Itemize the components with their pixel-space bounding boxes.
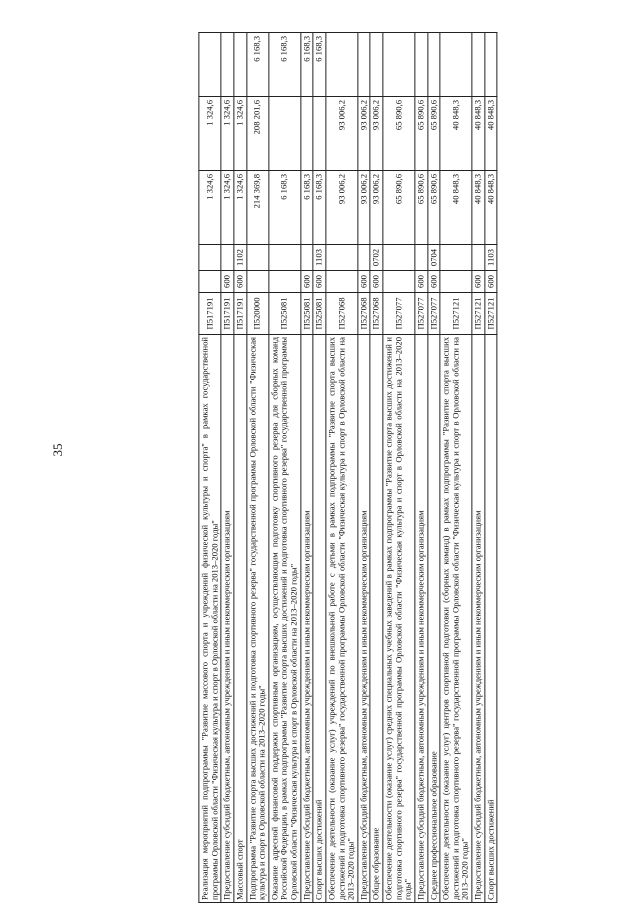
expense-type-cell [199,271,221,293]
amount-regional-cell [269,97,301,171]
amount-regional-cell: 40 848,3 [472,97,485,171]
section-cell: 1103 [485,245,498,271]
section-cell [326,245,358,271]
section-cell [383,245,415,271]
row-name-cell: Массовый спорт [234,335,247,903]
section-cell: 1103 [313,245,326,271]
expense-type-cell: 600 [234,271,247,293]
row-name-cell: Предоставление субсидий бюджетным, автономным учреждениям и иным некоммерческим организациям [221,335,234,903]
budget-table-wrapper [198,33,497,903]
amount-total-cell: 93 006,2 [326,171,358,245]
row-name-cell: Предоставление субсидий бюджетным, автономным учреждениям и иным некоммерческим организациям [301,335,314,903]
amount-total-cell: 93 006,2 [370,171,383,245]
amount-total-cell: 40 848,3 [472,171,485,245]
target-article-cell: П527121 [472,293,485,335]
expense-type-cell [326,271,358,293]
amount-regional-cell: 208 201,6 [246,97,268,171]
amount-federal-cell [472,33,485,97]
target-article-cell: П525081 [269,293,301,335]
table-row [370,33,383,903]
amount-federal-cell: 6 168,3 [269,33,301,97]
expense-type-cell: 600 [301,271,314,293]
amount-total-cell: 40 848,3 [440,171,472,245]
target-article-cell: П527121 [440,293,472,335]
amount-total-cell: 1 324,6 [199,171,221,245]
table-body [199,33,497,903]
target-article-cell: П525081 [313,293,326,335]
row-name-cell: Спорт высших достижений [313,335,326,903]
amount-federal-cell: 6 168,3 [246,33,268,97]
amount-federal-cell [199,33,221,97]
target-article-cell: П527068 [370,293,383,335]
row-name-cell: Общее образование [370,335,383,903]
target-article-cell: П517191 [221,293,234,335]
target-article-cell: П527077 [427,293,440,335]
row-name-cell: Оказание адресной финансовой поддержки спортивным организациям, осуществляющим подготовку спортивного резерва для сборных команд Российской Федерации, в рамках подпрограммы "Развитие спорта высших достижений и подготовка спортивного резерва" государственной программы Орловской области "Физическая культура и спорт в Орловской области на 2013–2020 годы" [269,335,301,903]
table-row [326,33,358,903]
amount-regional-cell: 93 006,2 [358,97,371,171]
page-number: 35 [50,443,65,457]
section-cell: 0704 [427,245,440,271]
expense-type-cell: 600 [415,271,428,293]
table-row [358,33,371,903]
section-cell [472,245,485,271]
amount-federal-cell [358,33,371,97]
amount-federal-cell [383,33,415,97]
section-cell [269,245,301,271]
row-name-cell: Обеспечение деятельности (оказание услуг) центров спортивной подготовки (сборных команд) в рамках подпрограммы "Развитие спорта высших достижений и подготовка спортивного резерва" государственной программы Орловской области "Физическая культура и спорт в Орловской области на 2013–2020 годы" [440,335,472,903]
amount-regional-cell: 40 848,3 [440,97,472,171]
amount-regional-cell: 1 324,6 [199,97,221,171]
target-article-cell: П517191 [199,293,221,335]
row-name-cell: Спорт высших достижений [485,335,498,903]
amount-regional-cell [313,97,326,171]
target-article-cell: П527077 [383,293,415,335]
row-name-cell: Обеспечение деятельности (оказание услуг) средних специальных учебных заведений в рамках подпрограммы "Развитие спорта высших достижений и подготовка спортивного резерва" государственной программы Орловской области "Физическая культура и спорт в Орловской области на 2013–2020 годы" [383,335,415,903]
amount-federal-cell [427,33,440,97]
amount-federal-cell [440,33,472,97]
section-cell [221,245,234,271]
budget-table [198,32,497,903]
expense-type-cell: 600 [485,271,498,293]
table-row [199,33,221,903]
table-row [415,33,428,903]
amount-total-cell: 1 324,6 [234,171,247,245]
target-article-cell: П527121 [485,293,498,335]
target-article-cell: П527077 [415,293,428,335]
table-row [234,33,247,903]
amount-regional-cell: 93 006,2 [326,97,358,171]
table-row [313,33,326,903]
amount-total-cell: 65 890,6 [415,171,428,245]
amount-total-cell: 214 369,8 [246,171,268,245]
section-cell [358,245,371,271]
row-name-cell: Подпрограмма "Развитие спорта высших достижений и подготовка спортивного резерва" государственной программы Орловской области "Физическая культура и спорт в Орловской области на 2013–2020 годы" [246,335,268,903]
section-cell [301,245,314,271]
amount-regional-cell [301,97,314,171]
amount-federal-cell [234,33,247,97]
row-name-cell: Реализация мероприятий подпрограммы "Развитие массового спорта и учреждений физической культуры и спорта" в рамках государственной программы Орловской области "Физическая культура и спорт в Орловской области на 2013–2020 годы" [199,335,221,903]
target-article-cell: П527068 [326,293,358,335]
amount-regional-cell: 1 324,6 [221,97,234,171]
row-name-cell: Среднее профессиональное образование [427,335,440,903]
amount-regional-cell: 65 890,6 [427,97,440,171]
table-row [427,33,440,903]
row-name-cell: Предоставление субсидий бюджетным, автономным учреждениям и иным некоммерческим организациям [358,335,371,903]
section-cell [415,245,428,271]
amount-total-cell: 65 890,6 [427,171,440,245]
expense-type-cell: 600 [313,271,326,293]
section-cell [199,245,221,271]
amount-federal-cell [485,33,498,97]
expense-type-cell: 600 [472,271,485,293]
amount-total-cell: 6 168,3 [313,171,326,245]
row-name-cell: Предоставление субсидий бюджетным, автономным учреждениям и иным некоммерческим организациям [415,335,428,903]
amount-regional-cell: 65 890,6 [383,97,415,171]
amount-regional-cell: 1 324,6 [234,97,247,171]
expense-type-cell: 600 [221,271,234,293]
table-row [221,33,234,903]
expense-type-cell [440,271,472,293]
amount-federal-cell: 6 168,3 [313,33,326,97]
amount-federal-cell [370,33,383,97]
expense-type-cell: 600 [427,271,440,293]
target-article-cell: П517191 [234,293,247,335]
table-row [301,33,314,903]
expense-type-cell [269,271,301,293]
amount-regional-cell: 65 890,6 [415,97,428,171]
row-name-cell: Обеспечение деятельности (оказание услуг) учреждений по внешкольной работе с детьми в рамках подпрограммы "Развитие спорта высших достижений и подготовка спортивного резерва" государственной программы Орловской области "Физическая культура и спорт в Орловской области на 2013–2020 годы" [326,335,358,903]
target-article-cell: П520000 [246,293,268,335]
table-row [269,33,301,903]
target-article-cell: П527068 [358,293,371,335]
section-cell: 0702 [370,245,383,271]
section-cell [246,245,268,271]
amount-regional-cell: 93 006,2 [370,97,383,171]
amount-total-cell: 65 890,6 [383,171,415,245]
section-cell [440,245,472,271]
amount-federal-cell [221,33,234,97]
expense-type-cell [383,271,415,293]
amount-total-cell: 1 324,6 [221,171,234,245]
row-name-cell: Предоставление субсидий бюджетным, автономным учреждениям и иным некоммерческим организациям [472,335,485,903]
amount-federal-cell [326,33,358,97]
amount-total-cell: 40 848,3 [485,171,498,245]
table-row [485,33,498,903]
amount-total-cell: 6 168,3 [301,171,314,245]
table-row [440,33,472,903]
table-row [383,33,415,903]
target-article-cell: П525081 [301,293,314,335]
section-cell: 1102 [234,245,247,271]
amount-federal-cell [415,33,428,97]
expense-type-cell: 600 [370,271,383,293]
expense-type-cell [246,271,268,293]
table-row [246,33,268,903]
amount-federal-cell: 6 168,3 [301,33,314,97]
amount-total-cell: 6 168,3 [269,171,301,245]
amount-total-cell: 93 006,2 [358,171,371,245]
expense-type-cell: 600 [358,271,371,293]
amount-regional-cell: 40 848,3 [485,97,498,171]
table-row [472,33,485,903]
